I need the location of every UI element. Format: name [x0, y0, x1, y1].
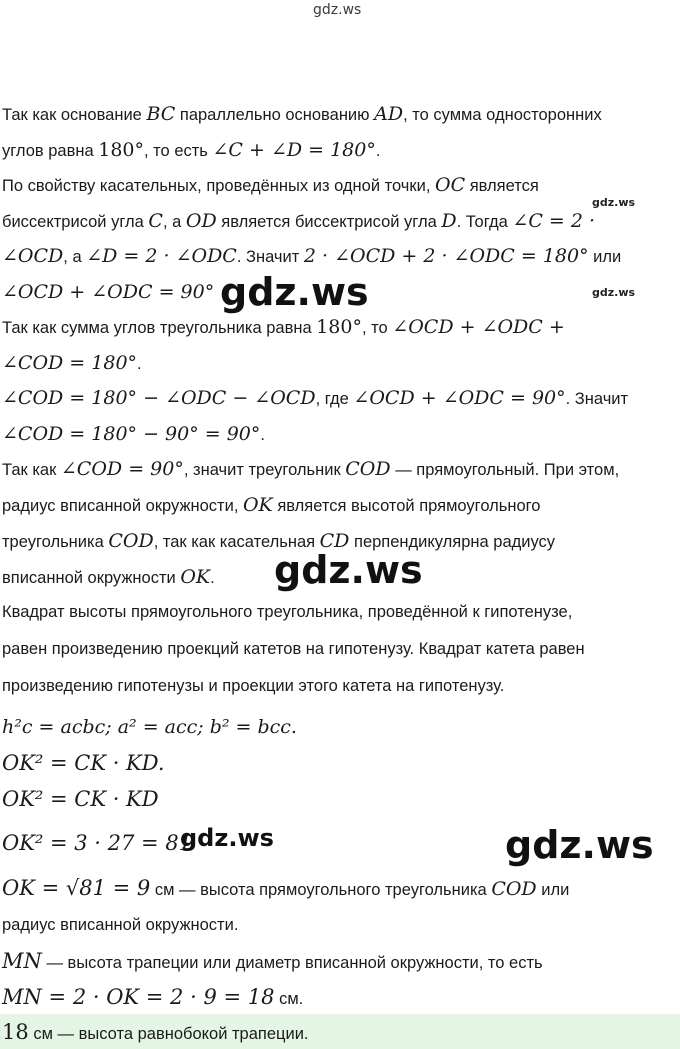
text-line — [2, 139, 380, 162]
text: Так как — [2, 461, 61, 479]
math: COD — [345, 458, 391, 480]
math: 2 · ∠OCD + 2 · ∠ODC = 180° — [303, 245, 589, 267]
text-line — [2, 423, 265, 446]
text: Так как основание — [2, 106, 147, 124]
text: вписанной окружности — [2, 569, 181, 587]
math: OK — [242, 494, 273, 516]
text: см — высота прямоугольного треугольника — [150, 881, 492, 899]
text-line — [2, 950, 543, 974]
math: COD — [108, 530, 154, 552]
text: является биссектрисой угла — [216, 213, 442, 231]
text-line: радиус вписанной окружности. — [2, 916, 239, 934]
math: ∠OCD — [2, 245, 64, 267]
text: , значит треугольник — [183, 461, 346, 479]
math: ∠D = 2 · ∠ODC — [86, 245, 237, 267]
text: см. — [274, 990, 304, 1008]
text: , то есть — [144, 142, 213, 160]
text-line — [2, 877, 569, 901]
text: , то сумма односторонних — [403, 106, 602, 124]
math: ∠COD = 180° − ∠ODC − ∠OCD — [2, 387, 316, 409]
text: параллельно основанию — [175, 106, 375, 124]
text-line — [2, 494, 541, 517]
text: или — [588, 248, 622, 266]
watermark-top: gdz.ws — [313, 2, 362, 18]
text: см — высота равнобокой трапеции. — [28, 1025, 309, 1043]
text-line — [2, 566, 215, 589]
math: OD — [185, 210, 217, 232]
text: , а — [162, 213, 186, 231]
answer-line — [2, 1021, 309, 1045]
text: является высотой прямоугольного — [272, 497, 541, 515]
text-line — [2, 458, 619, 481]
text: По свойству касательных, проведённых из одной точки, — [2, 177, 436, 195]
math: MN = 2 · OK = 2 · 9 = 18 — [2, 985, 275, 1009]
text: , то — [361, 319, 393, 337]
math: COD — [491, 878, 537, 900]
text-line: равен произведению проекций катетов на гипотенузу. Квадрат катета равен — [2, 640, 585, 658]
math: ∠COD = 180° — [2, 352, 138, 374]
math: 180° — [316, 316, 362, 338]
text: — прямоугольный. При этом, — [390, 461, 620, 479]
text: . — [375, 142, 381, 160]
text-line — [2, 387, 628, 410]
watermark: gdz.ws — [180, 824, 274, 852]
text: — высота трапеции или диаметр вписанной окружности, то есть — [41, 954, 543, 972]
math: BC — [146, 103, 176, 125]
text: . — [137, 355, 142, 373]
text-line: произведению гипотенузы и проекции этого катета на гипотенузу. — [2, 677, 505, 695]
text: биссектрисой угла — [2, 213, 149, 231]
text: или — [536, 881, 570, 899]
math: ∠OCD + ∠ODC + — [392, 316, 565, 338]
text: . Значит — [236, 248, 304, 266]
math: D — [441, 210, 457, 232]
text: радиус вписанной окружности, — [2, 497, 243, 515]
text-line — [2, 281, 214, 304]
text-line — [2, 103, 602, 126]
math: MN — [2, 949, 42, 973]
text-line — [2, 986, 303, 1010]
math-line: h²c = acbc; a² = acc; b² = bcc. — [2, 716, 297, 738]
text: перпендикулярна радиусу — [349, 533, 556, 551]
text: . Тогда — [456, 213, 513, 231]
watermark: gdz.ws — [505, 823, 654, 867]
math: 18 — [2, 1020, 29, 1044]
math: AD — [374, 103, 404, 125]
text-line — [2, 316, 565, 339]
math: ∠C + ∠D = 180° — [212, 139, 376, 161]
math: ∠C = 2 · — [512, 210, 596, 232]
math: ∠COD = 90° — [60, 458, 184, 480]
text: . — [260, 426, 265, 444]
text: Так как сумма углов треугольника равна — [2, 319, 317, 337]
math: ∠OCD + ∠ODC = 90° — [2, 281, 215, 303]
watermark: gdz.ws — [220, 270, 369, 314]
text: , так как касательная — [153, 533, 320, 551]
text: . — [210, 569, 215, 587]
text-line: Квадрат высоты прямоугольного треугольника, проведённой к гипотенузе, — [2, 603, 573, 621]
text-line — [2, 174, 539, 197]
math: ∠OCD + ∠ODC = 90° — [353, 387, 566, 409]
math: C — [148, 210, 163, 232]
text: . Значит — [565, 390, 629, 408]
watermark: gdz.ws — [274, 548, 423, 592]
text: углов равна — [2, 142, 99, 160]
math: OC — [435, 174, 466, 196]
text-line — [2, 210, 595, 233]
text: является — [465, 177, 539, 195]
text-line — [2, 245, 621, 268]
text: , где — [315, 390, 354, 408]
watermark: gdz.ws — [592, 196, 636, 209]
math: 180° — [98, 139, 145, 161]
math-line: OK² = CK · KD — [2, 787, 159, 811]
math: CD — [319, 530, 350, 552]
math: OK — [180, 566, 211, 588]
watermark: gdz.ws — [592, 286, 636, 299]
math-line: OK² = CK · KD. — [2, 751, 165, 775]
text-line — [2, 352, 142, 375]
text: треугольника — [2, 533, 109, 551]
math: OK = √81 = 9 — [2, 876, 151, 900]
text: , а — [63, 248, 87, 266]
math: ∠COD = 180° − 90° = 90° — [2, 423, 261, 445]
math-line: OK² = 3 · 27 = 81 — [2, 831, 193, 855]
